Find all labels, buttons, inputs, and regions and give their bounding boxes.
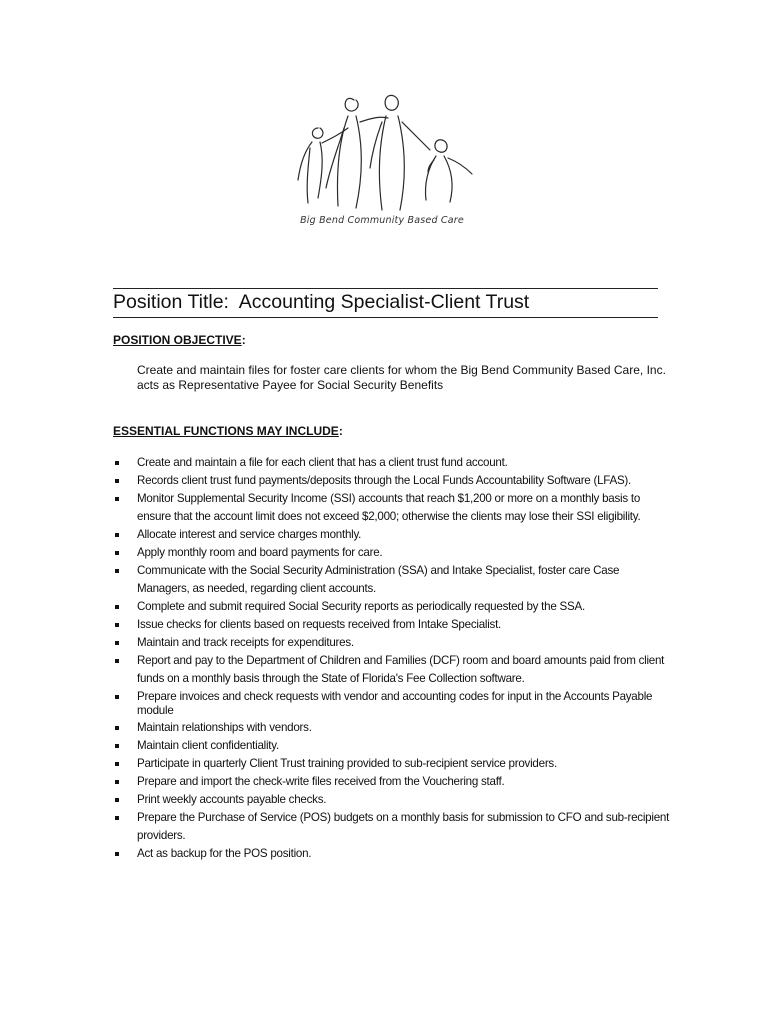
bullet-icon [115, 533, 119, 537]
list-item-text: Allocate interest and service charges monthly. [137, 528, 362, 541]
list-item [113, 616, 673, 634]
list-item [113, 845, 673, 863]
bullet-icon [115, 695, 119, 699]
list-item [113, 755, 673, 773]
title-bottom-rule [113, 317, 658, 318]
list-item [113, 634, 673, 652]
bullet-icon [115, 641, 119, 645]
bullet-icon [115, 780, 119, 784]
logo-caption: Big Bend Community Based Care [300, 215, 464, 226]
organization-logo [282, 88, 482, 238]
functions-heading [113, 424, 343, 438]
list-item [113, 526, 673, 544]
list-item [113, 773, 673, 791]
functions-heading-text: ESSENTIAL FUNCTIONS MAY INCLUDE [113, 424, 339, 438]
list-item-text: Monitor Supplemental Security Income (SSI) accounts that reach $1,200 or more on a monthly basis to ensure that the account limit does not exceed $2,000; otherwise the clients may lose their SSI eligibility. [137, 492, 641, 523]
list-item [113, 737, 673, 755]
bullet-icon [115, 659, 119, 663]
list-item [113, 688, 673, 719]
objective-heading-colon: : [241, 333, 246, 347]
title-label: Position Title: [113, 291, 229, 313]
title-top-rule [113, 288, 658, 289]
list-item [113, 454, 673, 472]
list-item-text: Prepare and import the check-write files received from the Vouchering staff. [137, 775, 505, 788]
bullet-icon [115, 569, 119, 573]
list-item-text: Act as backup for the POS position. [137, 847, 312, 860]
list-item [113, 719, 673, 737]
list-item-text: Maintain client confidentiality. [137, 739, 279, 752]
functions-heading-colon: : [338, 424, 343, 438]
list-item [113, 490, 673, 526]
bullet-icon [115, 744, 119, 748]
list-item-text: Report and pay to the Department of Children and Families (DCF) room and board amounts paid from client funds on a monthly basis through the State of Florida's Fee Collection software. [137, 654, 665, 685]
list-item [113, 598, 673, 616]
list-item-text: Complete and submit required Social Security reports as periodically requested by the SSA. [137, 600, 585, 613]
bullet-icon [115, 798, 119, 802]
bullet-icon [115, 852, 119, 856]
list-item [113, 652, 673, 688]
page-title [113, 291, 529, 314]
list-item-text: Prepare the Purchase of Service (POS) budgets on a monthly basis for submission to CFO and sub-recipient providers. [137, 811, 670, 842]
list-item [113, 562, 673, 598]
list-item-text: Print weekly accounts payable checks. [137, 793, 327, 806]
bullet-icon [115, 479, 119, 483]
list-item [113, 544, 673, 562]
bullet-icon [115, 762, 119, 766]
list-item-text: Participate in quarterly Client Trust training provided to sub-recipient service providers. [137, 757, 557, 770]
list-item-text: Communicate with the Social Security Administration (SSA) and Intake Specialist, foster care Case Managers, as needed, regarding client accounts. [137, 564, 620, 595]
list-item-text: Maintain and track receipts for expenditures. [137, 636, 354, 649]
list-item-text: Records client trust fund payments/deposits through the Local Funds Accountability Software (LFAS). [137, 474, 632, 487]
bullet-icon [115, 726, 119, 730]
objective-text: Create and maintain files for foster care clients for whom the Big Bend Community Based Care, Inc. acts as Representative Payee for Social Security Benefits [137, 363, 666, 392]
objective-heading [113, 333, 246, 347]
bullet-icon [115, 551, 119, 555]
bullet-icon [115, 461, 119, 465]
bullet-icon [115, 497, 119, 501]
list-item-text: Apply monthly room and board payments for care. [137, 546, 383, 559]
bullet-icon [115, 816, 119, 820]
list-item-text: Issue checks for clients based on requests received from Intake Specialist. [137, 618, 502, 631]
list-item [113, 472, 673, 490]
functions-list [113, 454, 673, 863]
list-item-text: Prepare invoices and check requests with vendor and accounting codes for input in the Accounts Payable module [137, 690, 653, 717]
list-item-text: Create and maintain a file for each client that has a client trust fund account. [137, 456, 508, 469]
bullet-icon [115, 605, 119, 609]
family-figures-icon [282, 88, 482, 213]
list-item [113, 791, 673, 809]
list-item-text: Maintain relationships with vendors. [137, 721, 312, 734]
objective-heading-text: POSITION OBJECTIVE [113, 333, 242, 347]
bullet-icon [115, 623, 119, 627]
title-value: Accounting Specialist-Client Trust [238, 291, 530, 313]
list-item [113, 809, 673, 845]
